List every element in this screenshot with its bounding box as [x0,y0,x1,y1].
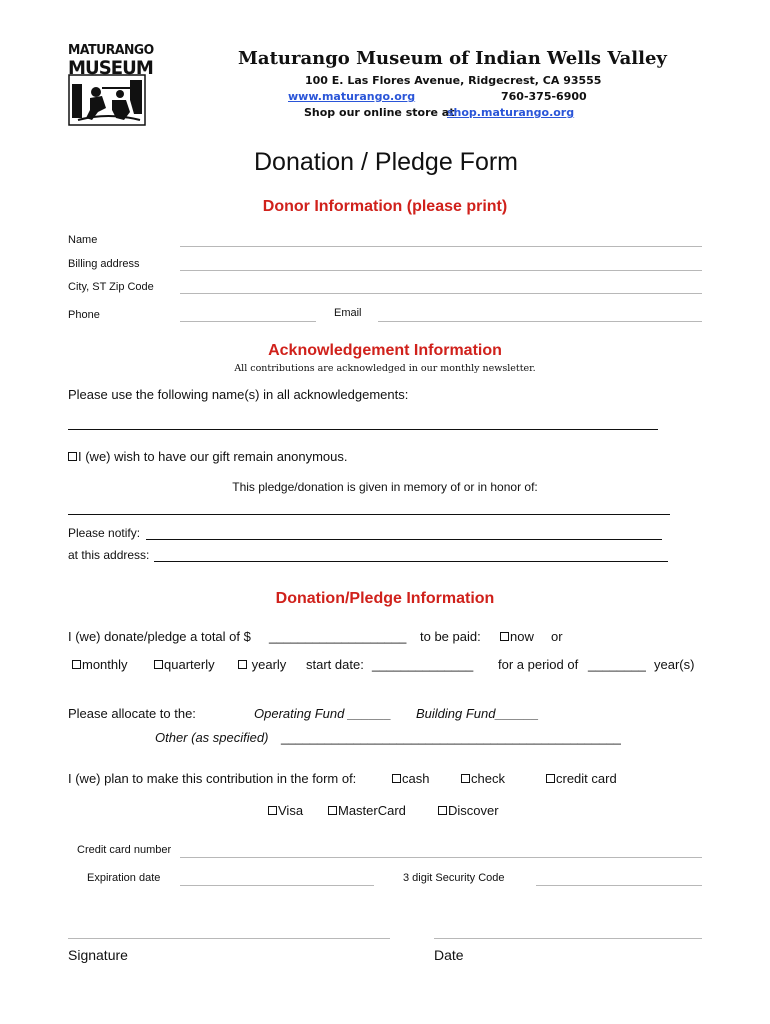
logo-text-bottom: MUSEUM [68,56,153,79]
notify-field[interactable] [146,539,662,540]
pay-now-checkbox[interactable] [500,632,509,641]
cash-option[interactable] [392,771,429,786]
signature-field[interactable] [68,938,390,939]
card-number-label: Credit card number [77,844,172,856]
organization-address: 100 E. Las Flores Avenue, Ridgecrest, CA 93555 [305,74,602,87]
years-label: year(s) [654,657,695,672]
pay-now-option[interactable] [500,629,534,644]
name-field[interactable] [180,246,702,247]
cash-label: cash [402,771,430,786]
acknowledgement-names-field[interactable] [68,429,658,430]
quarterly-checkbox[interactable] [154,660,163,669]
memory-honor-field[interactable] [68,514,670,515]
phone-field[interactable] [180,321,316,322]
visa-option[interactable] [268,803,303,818]
period-field[interactable]: ________ [588,657,646,672]
or-label: or [551,629,563,644]
period-label: for a period of [498,657,579,672]
credit-card-label: credit card [556,771,617,786]
security-code-label: 3 digit Security Code [403,872,505,884]
discover-checkbox[interactable] [438,806,447,815]
yearly-label: yearly [251,657,287,672]
visa-checkbox[interactable] [268,806,277,815]
other-field[interactable]: _______________________________________________ [281,730,621,745]
monthly-checkbox[interactable] [72,660,81,669]
payment-form-prompt: I (we) plan to make this contribution in the form of: [68,771,357,786]
notify-address-label: at this address: [68,548,150,562]
name-label: Name [68,234,98,246]
email-field[interactable] [378,321,702,322]
anonymous-option[interactable] [68,449,348,464]
quarterly-option[interactable] [154,657,215,672]
operating-fund-field[interactable]: Operating Fund ______ [254,706,392,721]
signature-label: Signature [68,947,128,963]
cash-checkbox[interactable] [392,774,401,783]
quarterly-label: quarterly [164,657,215,672]
acknowledgement-heading: Acknowledgement Information [268,342,502,359]
logo-figures-icon [68,74,146,126]
donor-heading: Donor Information (please print) [262,198,508,215]
yearly-option[interactable] [238,657,286,672]
date-label: Date [434,947,464,963]
discover-option[interactable] [438,803,499,818]
pledge-total-label: I (we) donate/pledge a total of $ [68,629,251,644]
pledge-heading: Donation/Pledge Information [275,590,495,607]
security-code-field[interactable] [536,885,702,886]
check-option[interactable] [461,771,505,786]
notify-address-field[interactable] [154,561,668,562]
yearly-checkbox[interactable] [238,660,247,669]
memory-prompt: This pledge/donation is given in memory of or in honor of: [232,480,538,494]
store-prefix: Shop our online store at [304,106,455,119]
monthly-label: monthly [82,657,128,672]
city-state-zip-label: City, ST Zip Code [68,281,154,293]
logo-text-top: MATURANGO [68,42,154,58]
acknowledgement-names-prompt: Please use the following name(s) in all acknowledgements: [68,387,409,402]
organization-name: Maturango Museum of Indian Wells Valley [238,48,667,69]
mastercard-checkbox[interactable] [328,806,337,815]
city-state-zip-field[interactable] [180,293,702,294]
date-field[interactable] [434,938,702,939]
expiration-date-field[interactable] [180,885,374,886]
pay-now-label: now [510,629,534,644]
check-checkbox[interactable] [461,774,470,783]
notify-label: Please notify: [68,526,141,540]
credit-card-option[interactable] [546,771,617,786]
store-link[interactable]: shop.maturango.org [447,106,575,119]
billing-address-label: Billing address [68,258,140,270]
mastercard-label: MasterCard [338,803,406,818]
allocate-label: Please allocate to the: [68,706,196,721]
website-link[interactable]: www.maturango.org [288,90,416,103]
phone-label: Phone [68,309,100,321]
card-number-field[interactable] [180,857,702,858]
visa-label: Visa [278,803,304,818]
credit-card-checkbox[interactable] [546,774,555,783]
other-label: Other (as specified) [155,730,269,745]
organization-phone: 760-375-6900 [501,90,587,103]
discover-label: Discover [448,803,499,818]
start-date-label: start date: [306,657,364,672]
pledge-total-field[interactable]: ___________________ [269,629,407,644]
mastercard-option[interactable] [328,803,406,818]
billing-address-field[interactable] [180,270,702,271]
anonymous-label: I (we) wish to have our gift remain anonymous. [78,449,348,464]
monthly-option[interactable] [72,657,128,672]
expiration-date-label: Expiration date [87,872,161,884]
email-label: Email [334,307,362,319]
paid-label: to be paid: [420,629,481,644]
check-label: check [471,771,505,786]
start-date-field[interactable]: ______________ [372,657,474,672]
building-fund-field[interactable]: Building Fund______ [416,706,539,721]
form-title: Donation / Pledge Form [253,148,519,176]
acknowledgement-note: All contributions are acknowledged in our monthly newsletter. [234,363,536,374]
anonymous-checkbox[interactable] [68,452,77,461]
